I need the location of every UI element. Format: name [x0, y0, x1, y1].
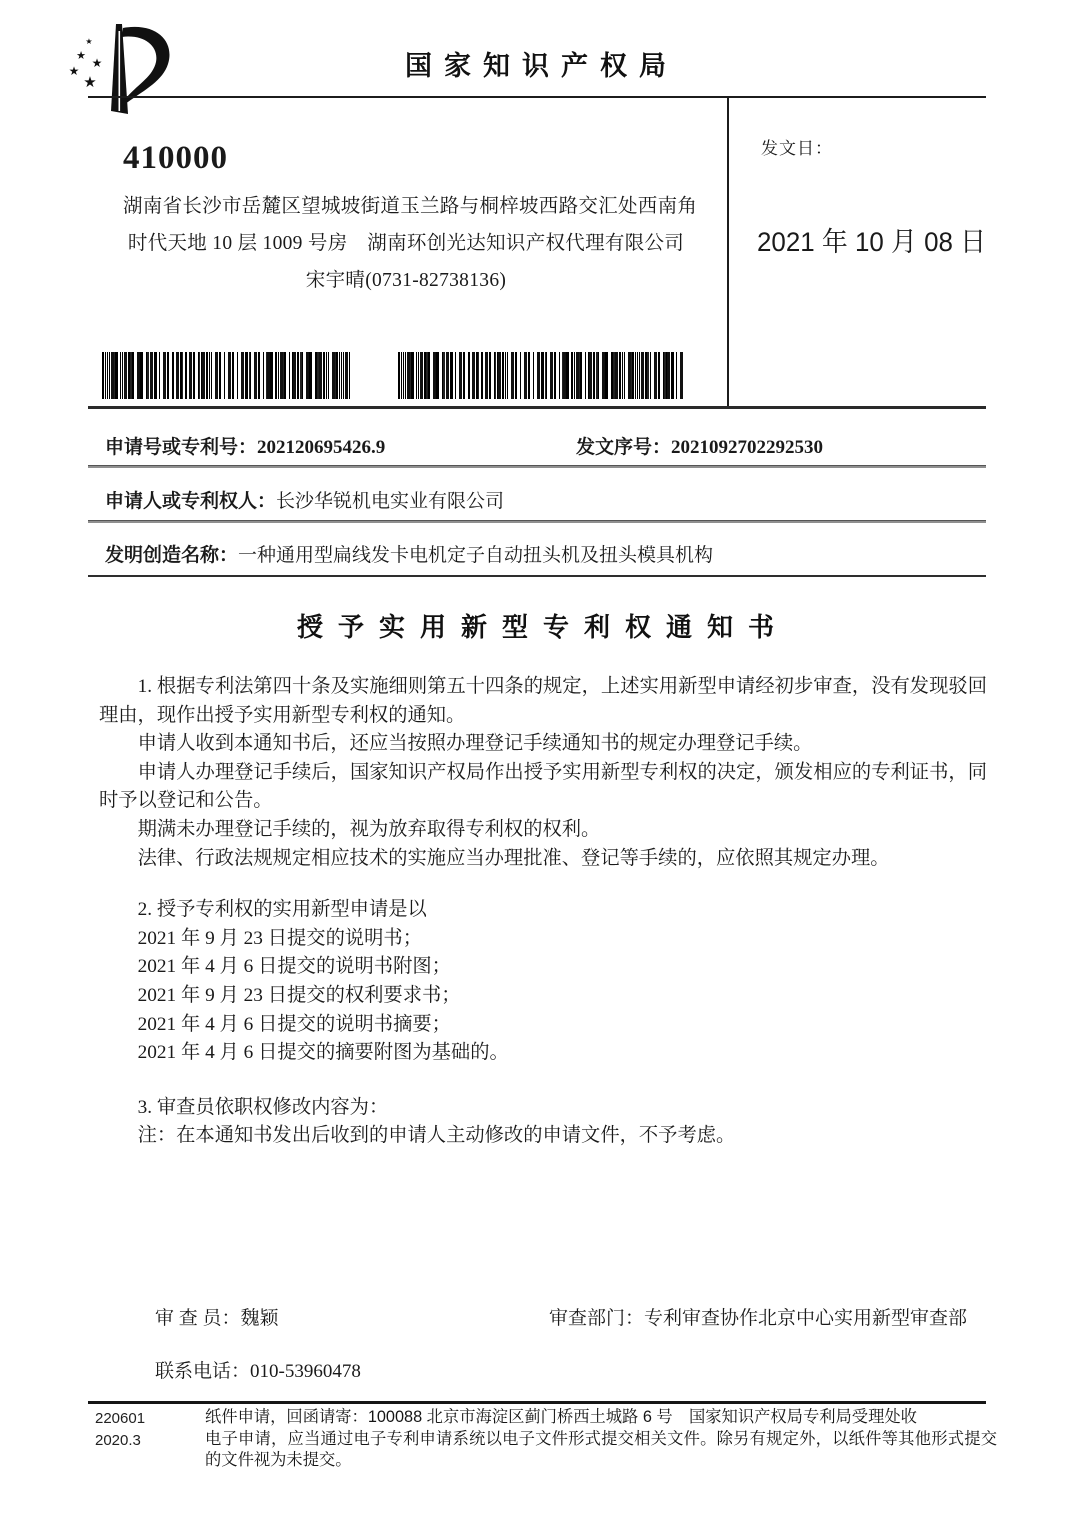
section2-line: 2. 授予专利权的实用新型申请是以: [137, 899, 427, 921]
table-divider: [88, 520, 986, 523]
barcode: [398, 352, 684, 399]
section2-line: 2021 年 4 月 6 日提交的摘要附图为基础的。: [137, 1042, 509, 1064]
examiner-name: 魏颖: [240, 1308, 279, 1329]
applicant-value: 长沙华锐机电实业有限公司: [276, 491, 505, 512]
section2-line: 2021 年 4 月 6 日提交的说明书摘要；: [137, 1013, 451, 1035]
contact-phone-field: [155, 1356, 361, 1383]
examiner-label: 审 查 员：: [155, 1308, 241, 1329]
notice-title: 授予实用新型专利权通知书: [296, 612, 789, 642]
dispatch-date-box: [727, 98, 988, 406]
barcode: [102, 352, 350, 399]
contact-phone-label: 联系电话：: [155, 1361, 251, 1382]
body-paragraph: 1. 根据专利法第四十条及实施细则第五十四条的规定，上述实用新型申请经初步审查，没有发现驳回理由，现作出授予实用新型专利权的通知。: [99, 676, 987, 726]
form-code: 220601: [95, 1410, 146, 1427]
recipient-block: [123, 140, 698, 292]
examiner-field: [155, 1303, 279, 1330]
org-title: 国家知识产权局: [405, 51, 678, 81]
svg-text:★: ★: [76, 50, 86, 62]
body-paragraph: 申请人收到本通知书后，还应当按照办理登记手续通知书的规定办理登记手续。: [137, 733, 813, 755]
application-number-value: 202120695426.9: [257, 437, 386, 458]
footer-divider: [88, 1401, 986, 1404]
address-line-1: 湖南省长沙市岳麓区望城坡街道玉兰路与桐梓坡西路交汇处西南角: [123, 196, 698, 217]
dispatch-date-label: 发文日：: [761, 139, 833, 158]
dispatch-number-value: 2021092702292530: [671, 437, 824, 458]
body-paragraph: 法律、行政法规规定相应技术的实施应当办理批准、登记等手续的，应依照其规定办理。: [137, 847, 890, 869]
svg-text:★: ★: [85, 37, 93, 46]
dispatch-date-value: 2021 年 10 月 08 日: [757, 227, 987, 257]
applicant-field: [105, 486, 504, 513]
svg-text:★: ★: [91, 56, 103, 70]
application-number-field: [105, 432, 385, 459]
section2-line: 2021 年 9 月 23 日提交的权利要求书；: [137, 984, 461, 1006]
department-value: 专利审查协作北京中心实用新型审查部: [644, 1308, 968, 1329]
section3-line: 注：在本通知书发出后收到的申请人主动修改的申请文件，不予考虑。: [137, 1125, 736, 1147]
invention-title-field: [105, 540, 713, 567]
department-label: 审查部门：: [549, 1308, 645, 1329]
form-version: 2020.3: [95, 1432, 141, 1449]
body-paragraph: 申请人办理登记手续后，国家知识产权局作出授予实用新型专利权的决定，颁发相应的专利证书，同时予以登记和公告。: [99, 761, 987, 812]
footer-line-paper: 纸件申请，回函请寄：100088 北京市海淀区蓟门桥西土城路 6 号 国家知识产权局专利局受理处收: [205, 1408, 917, 1426]
application-number-label: 申请号或专利号：: [105, 437, 258, 458]
footer-instructions: [205, 1407, 997, 1472]
agent-contact: 宋宇晴(0731-82738136): [305, 270, 507, 291]
section2-line: 2021 年 4 月 6 日提交的说明书附图；: [137, 956, 451, 978]
applicant-label: 申请人或专利权人：: [105, 491, 277, 512]
form-code-block: [95, 1408, 145, 1452]
invention-title-value: 一种通用型扁线发卡电机定子自动扭头机及扭头模具机构: [238, 545, 714, 566]
address-line-2: 时代天地 10 层 1009 号房 湖南环创光达知识产权代理有限公司: [127, 233, 685, 254]
table-divider: [88, 406, 986, 409]
section3-line: 3. 审查员依职权修改内容为：: [137, 1096, 389, 1118]
notice-body: [99, 673, 987, 1151]
table-divider: [88, 465, 986, 468]
invention-title-label: 发明创造名称：: [105, 545, 239, 566]
table-divider: [88, 575, 986, 577]
svg-text:★: ★: [83, 75, 97, 91]
department-field: [549, 1303, 967, 1330]
dispatch-number-label: 发文序号：: [576, 437, 672, 458]
footer-line-electronic: 电子申请，应当通过电子专利申请系统以电子文件形式提交相关文件。除另有规定外，以纸件等其他形式提交的文件视为未提交。: [205, 1429, 997, 1469]
svg-text:★: ★: [68, 64, 80, 78]
section2-line: 2021 年 9 月 23 日提交的说明书；: [137, 927, 422, 949]
postal-code: 410000: [123, 140, 228, 176]
contact-phone-value: 010-53960478: [250, 1361, 361, 1382]
dispatch-number-field: [576, 432, 823, 459]
body-paragraph: 期满未办理登记手续的，视为放弃取得专利权的权利。: [137, 818, 601, 840]
